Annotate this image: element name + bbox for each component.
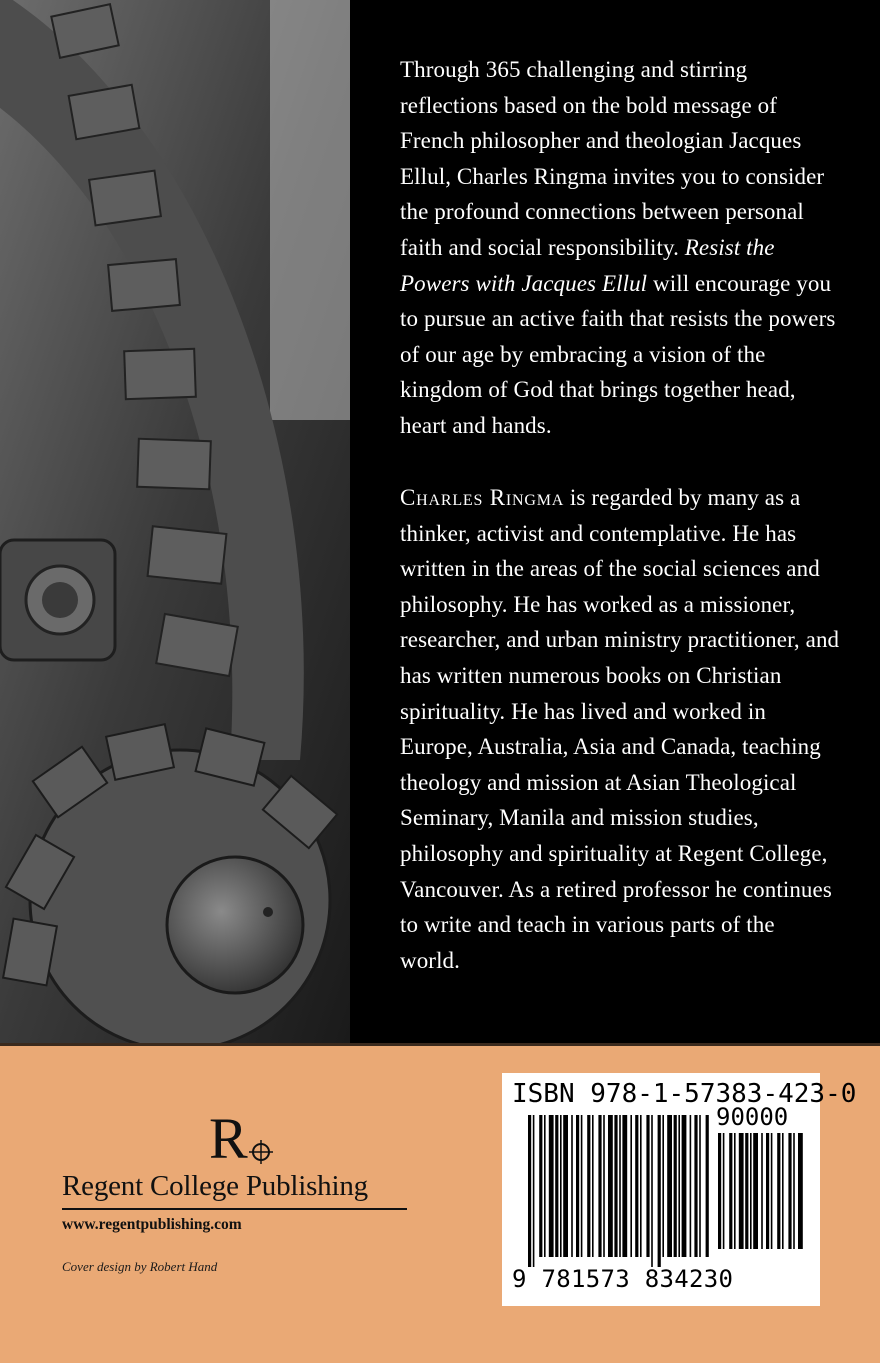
barcode-bar [690,1115,692,1257]
barcode-bar [793,1133,795,1249]
barcode-bar [560,1115,562,1257]
ean-bars [528,1115,712,1267]
barcode-bar [533,1115,535,1267]
barcode-bar [619,1115,621,1257]
barcode-bar [782,1133,784,1249]
barcode-bar [718,1133,721,1249]
addon-bars [718,1133,804,1259]
isbn-label: ISBN 978-1-57383-423-0 [512,1079,857,1109]
barcode-bar [608,1115,613,1257]
barcode-bar [739,1133,744,1249]
barcode-bar [555,1115,558,1257]
barcode-bar [750,1133,752,1249]
barcode-bar [651,1115,653,1267]
back-cover-text-panel [350,0,880,1043]
barcode-bar [734,1133,736,1249]
gear-photograph [0,0,350,1043]
barcode-bar [777,1133,780,1249]
author-bio-text: is regarded by many as a thinker, activist and contemplative. He has written in the areas of the social sciences and philosophy. He has worked as a missioner, researcher, and urban ministry practitioner, and has written numerous books on Christian spirituality. He has lived and worked in Europe, Australia, Asia and Canada, teaching theology and mission at Asian Theological Seminary, Manila and mission studies, philosophy and spirituality at Regent College, Vancouver. As a retired professor he continues to write and teach in various parts of the world. [400,485,840,973]
isbn-barcode [502,1073,857,1306]
barcode-bar [646,1115,649,1257]
publisher-divider [62,1208,407,1210]
barcode-bar [622,1115,627,1257]
book-title: Resist the Powers with Jacques Ellul [400,234,775,296]
barcode-bar [539,1115,542,1257]
barcode-bar [598,1115,601,1257]
barcode-bar [723,1133,725,1249]
barcode-bar [581,1115,583,1257]
barcode-bar [678,1115,680,1257]
publisher-url: www.regentpublishing.com [62,1216,242,1233]
barcode-bar [771,1133,773,1249]
logo-letter: R [209,1106,248,1166]
barcode-bar [699,1115,701,1257]
barcode-bar [630,1115,632,1257]
barcode-bar [745,1133,748,1249]
barcode-bar [571,1115,573,1257]
barcode-bar [788,1133,791,1249]
publisher-name: Regent College Publishing [62,1170,368,1202]
barcode-bar [729,1133,732,1249]
barcode-bar [528,1115,531,1267]
barcode-bar [576,1115,579,1257]
ean-digits: 9 781573 834230 [512,1265,734,1293]
barcode-bar [614,1115,617,1257]
barcode-bar [544,1115,546,1257]
author-name: Charles Ringma [400,485,565,510]
barcode-bar [694,1115,697,1257]
publisher-logo [205,1106,275,1166]
book-blurb [400,52,840,444]
author-bio [400,480,840,978]
barcode-bar [587,1115,590,1257]
barcode-bar [667,1115,672,1257]
price-code: 90000 [716,1103,789,1131]
barcode-bar [635,1115,638,1257]
barcode-bar [753,1133,758,1249]
barcode-bar [640,1115,642,1257]
barcode-bar [658,1115,661,1267]
barcode-bar [798,1133,803,1249]
bottom-band [0,1043,880,1363]
barcode-bar [563,1115,568,1257]
barcode-bar [674,1115,677,1257]
barcode-bar [761,1133,763,1249]
barcode-bar [682,1115,687,1257]
barcode-bar [592,1115,594,1257]
blurb-intro: Through 365 challenging and stirring reflections based on the bold message of French philosopher and theologian Jacques Ellul, Charles Ringma invites you to consider the profound connections between personal faith and social responsibility. [400,57,825,260]
cover-design-credit: Cover design by Robert Hand [62,1259,218,1274]
barcode-bar [603,1115,605,1257]
barcode-bar [549,1115,554,1257]
barcode-bar [766,1133,769,1249]
barcode-bar [662,1115,664,1257]
blurb-conclusion: will encourage you to pursue an active faith that resists the powers of our age by embracing a vision of the kingdom of God that brings together head, heart and hands. [400,270,836,438]
barcode-bar [706,1115,709,1257]
